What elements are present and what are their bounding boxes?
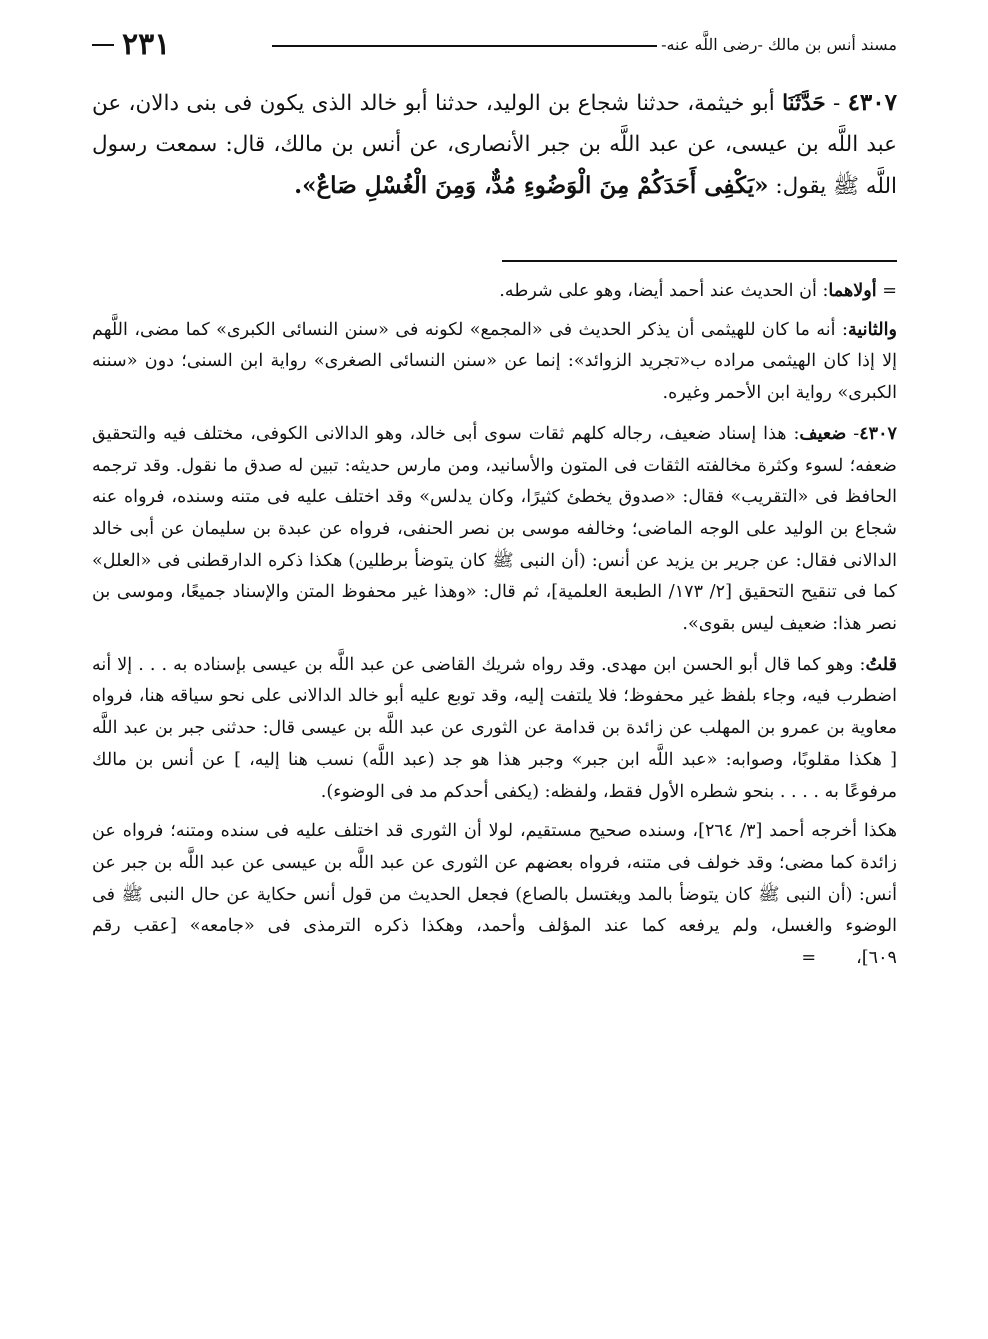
- hadith-lead-word: حَدَّثَنَا: [782, 91, 826, 116]
- note-paragraph-5: [92, 816, 897, 975]
- note-3-bold-term: ضعيف: [799, 422, 847, 444]
- note-paragraph-1: [92, 275, 897, 308]
- note-1-text: : أن الحديث عند أحمد أيضا، وهو على شرطه.: [499, 281, 829, 301]
- note-continued-marker: =: [801, 948, 817, 969]
- note-4-bold-term: قلتُ: [865, 653, 897, 675]
- note-paragraph-3: [92, 418, 897, 641]
- note-2-text: : أنه ما كان للهيثمى أن يذكر الحديث فى «المجمع» لكونه فى «سنن النسائى الكبرى» كما مضى، اللَّهم إلا إذا كان الهيثمى مراده ب«تجريد الزوائد»: إنما عن «سنن النسائى الصغرى» رواية ابن السنى؛ دون «سننه الكبرى» رواية ابن الأحمر وغيره.: [92, 319, 897, 404]
- note-4-text: : وهو كما قال أبو الحسن ابن مهدى. وقد رواه شريك القاضى عن عبد اللَّه بن عيسى بإسناده به . . . إلا أنه اضطرب فيه، وجاء بلفظ غير محفوظ؛ فلا يلتفت إليه، وقد توبع عليه أبو خالد الدالانى على نحو سياقه هنا، فرواه معاوية بن عمرو بن المهلب عن زائدة بن قدامة عن الثورى عن عبد اللَّه بن عيسى قال: حدثنى جبر بن عبد اللَّه [ هكذا مقلوبًا، وصوابه: «عبد اللَّه ابن جبر» وجبر هذا هو جد (عبد اللَّه) نسب هنا إليه، ] عن أنس بن مالك مرفوعًا به . . . . بنحو شطره الأول فقط، ولفظه: (يكفى أحدكم مد فى الوضوء).: [92, 654, 897, 802]
- hadith-paragraph: [92, 82, 897, 207]
- note-paragraph-4: [92, 649, 897, 809]
- hadith-dash: -: [825, 91, 848, 116]
- note-3-number: ٤٣٠٧: [859, 422, 898, 444]
- note-1-bold-term: أولاهما: [828, 280, 877, 301]
- footnotes-block: [92, 275, 897, 975]
- main-hadith-block: [92, 82, 897, 207]
- note-5-text: هكذا أخرجه أحمد [٣/ ٢٦٤]، وسنده صحيح مستقيم، لولا أن الثورى قد اختلف عليه فى سنده ومتنه؛ فرواه عن زائدة كما مضى؛ وقد خولف فى متنه، فرواه بعضهم عن الثورى عن عبد اللَّه بن عيسى عن عبد اللَّه بن جبر عن أنس: (أن النبى ﷺ كان يتوضأ بالمد ويغتسل بالصاع) فجعل الحديث من قول أنس حكاية عن حال النبى ﷺ فى الوضوء والغسل، ولم يرفعه كما عند المؤلف وأحمد، وهكذا ذكره الترمذى فى «جامعه» [عقب رقم ٦٠٩]،: [92, 821, 897, 969]
- page-number: ٢٣١: [122, 27, 171, 62]
- note-2-bold-term: والثانية: [847, 318, 897, 340]
- note-3-dash: -: [846, 423, 860, 444]
- hadith-matn: «يَكْفِى أَحَدَكُمْ مِنَ الْوَضُوءِ مُدٌّ، وَمِنَ الْغُسْلِ صَاعٌ».: [294, 172, 769, 199]
- running-header: [92, 27, 897, 62]
- header-rule: [272, 30, 657, 47]
- running-title: مسند أنس بن مالك -رضى اللَّه عنه-: [661, 35, 897, 54]
- note-3-text: : هذا إسناد ضعيف، رجاله كلهم ثقات سوى أبى خالد، وهو الدالانى الكوفى، مختلف فيه والتحقيق ضعفه؛ لسوء وكثرة مخالفته الثقات فى المتون والأسانيد، ومن مارس حديثه: تبين له صدق ما نقول. وقد ترجمه الحافظ فى «التقريب» فقال: «صدوق يخطئ كثيرًا، وكان يدلس» وقد اختلف عليه فى متنه وسنده، فرواه عنه شجاع بن الوليد على الوجه الماضى؛ وخالفه موسى بن نصر الحنفى، فرواه عن عبدة بن سليمان عن أبى خالد الدالانى فقال: عن جرير بن يزيد عن أنس: (أن النبى ﷺ كان يتوضأ برطلين) هكذا ذكره الدارقطنى فى «العلل» كما فى تنقيح التحقيق [٢/ ١٧٣/ الطبعة العلمية]، ثم قال: «وهذا غير محفوظ المتن والإسناد جميعًا، وموسى بن نصر هذا: ضعيف ليس بقوى».: [92, 423, 897, 635]
- hadith-isnad: أبو خيثمة، حدثنا شجاع بن الوليد، حدثنا أبو خالد الذى يكون فى بنى دالان، عن عبد اللَّه بن عيسى، عن عبد اللَّه بن جبر الأنصارى، عن أنس بن مالك، قال: سمعت رسول اللَّه ﷺ يقول:: [92, 91, 897, 199]
- hadith-number: ٤٣٠٧: [847, 89, 897, 116]
- note-paragraph-2: [92, 314, 897, 410]
- note-continuation-marker: =: [876, 281, 897, 301]
- page-number-dash: [92, 44, 114, 46]
- footnote-separator: [502, 260, 897, 262]
